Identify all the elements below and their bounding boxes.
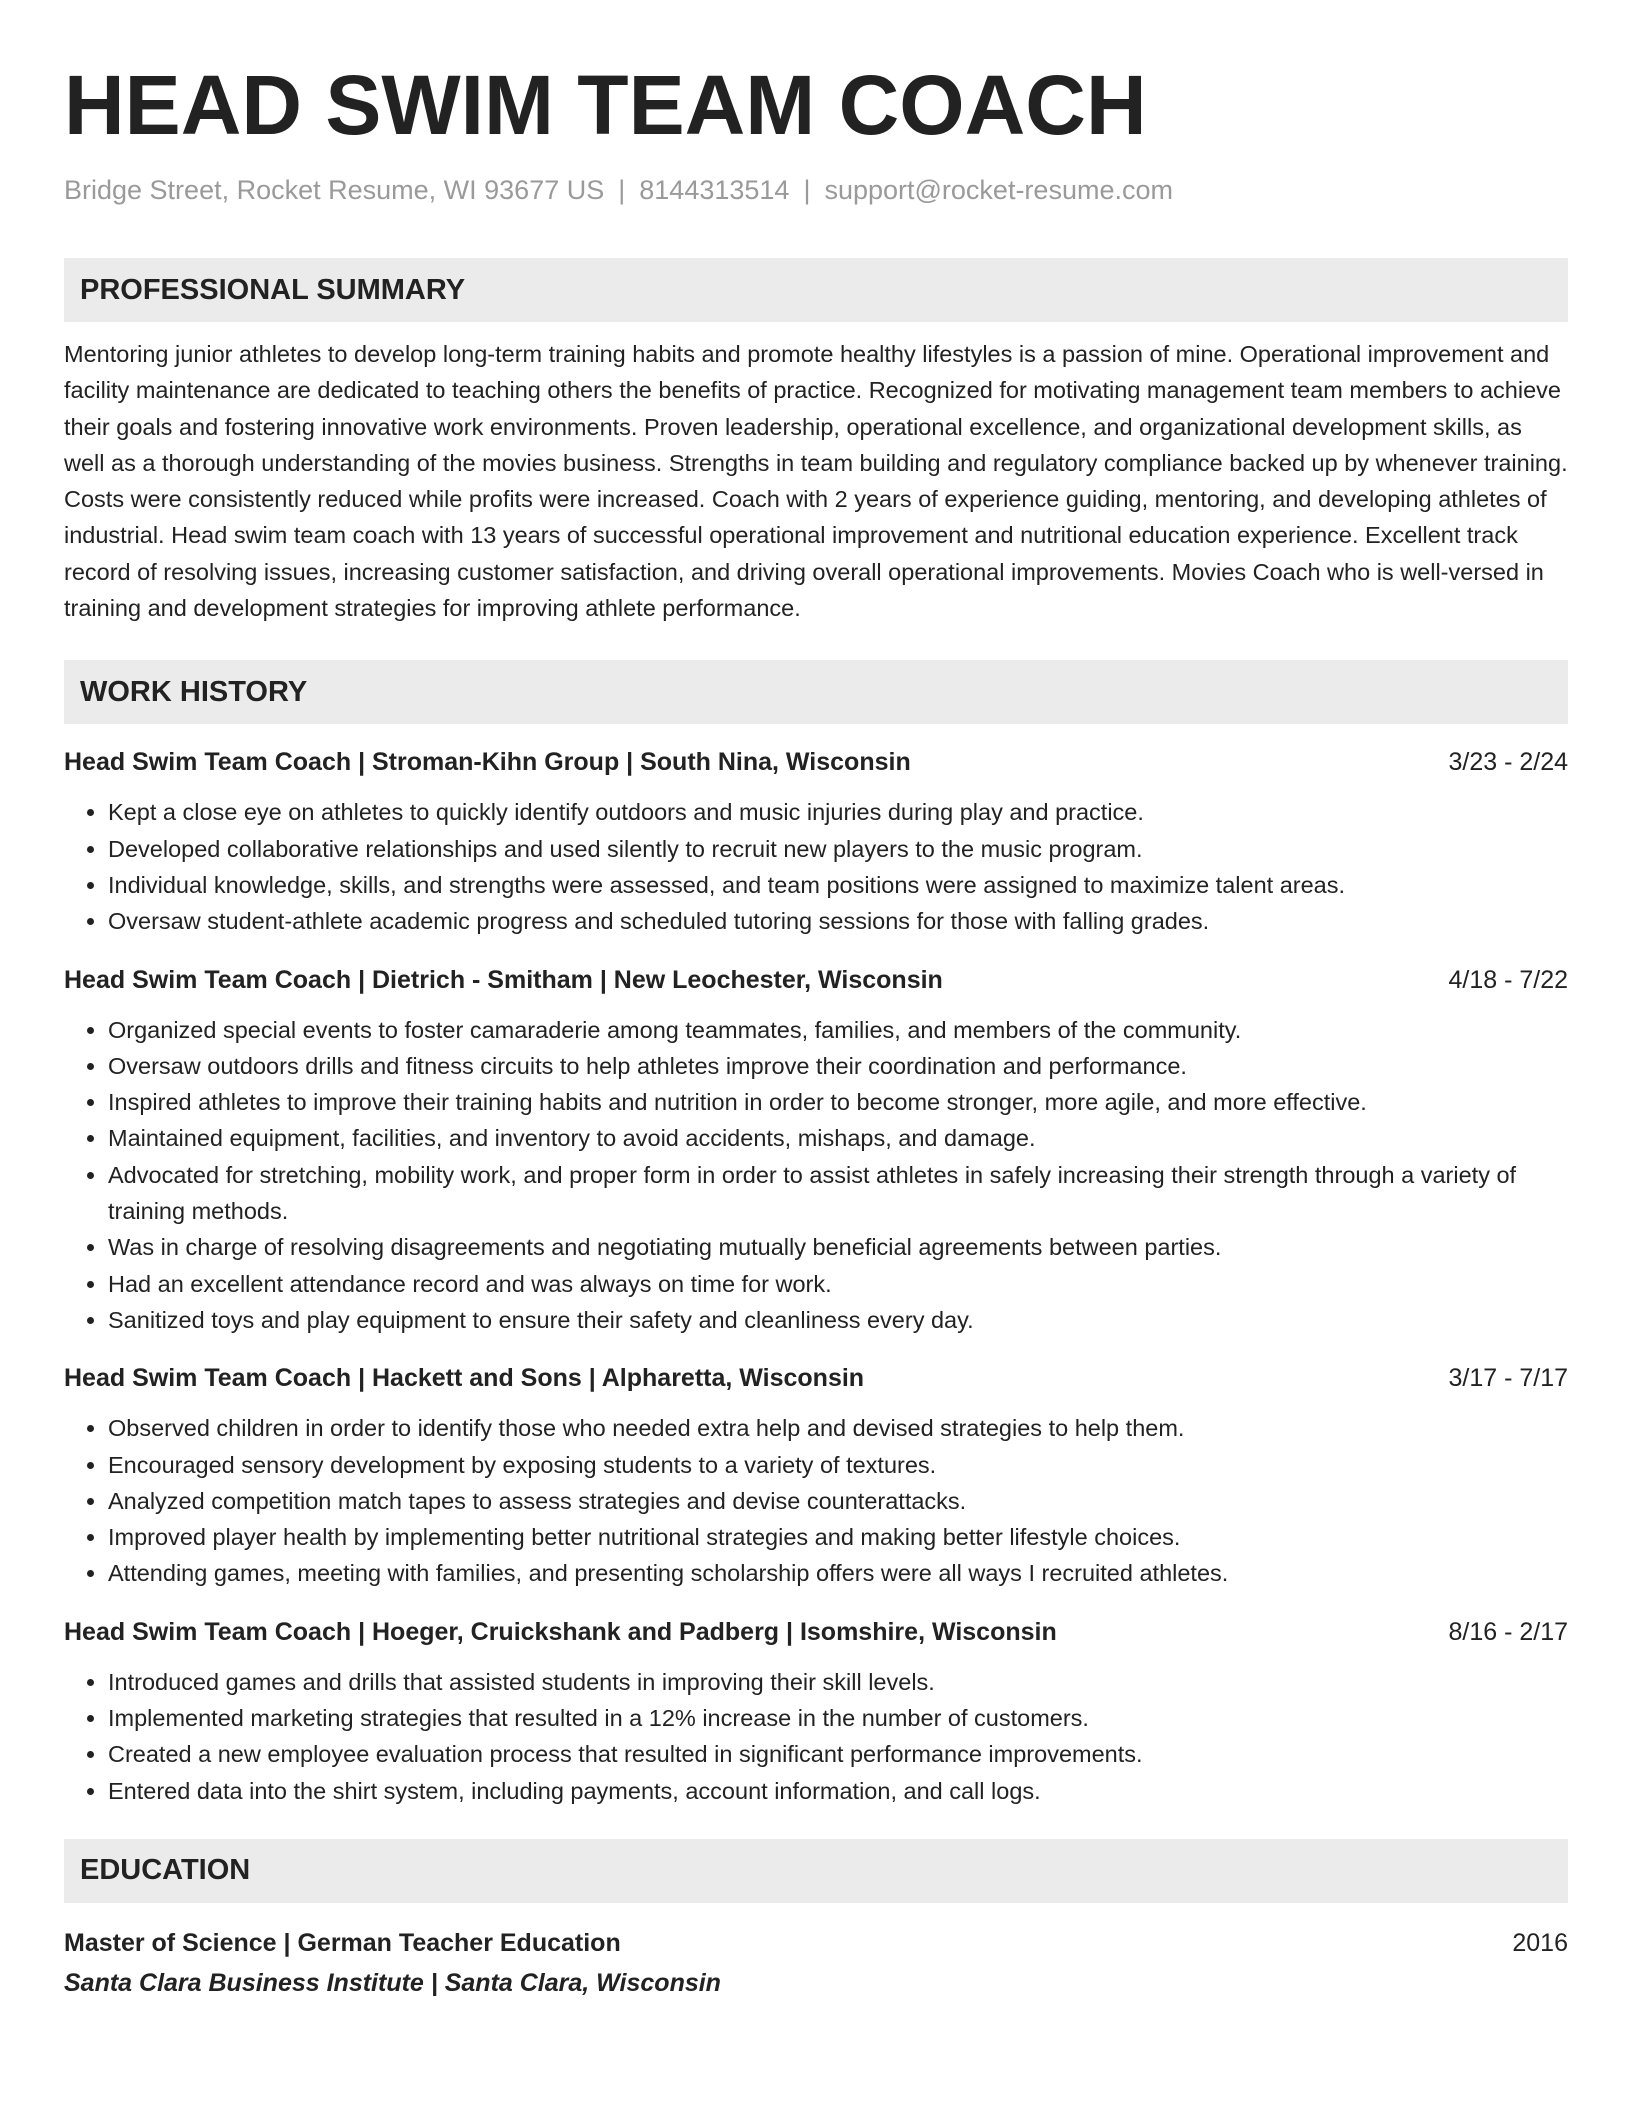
resume-page: [64, 50, 1568, 2003]
job-bullet: • Organized special events to foster camaraderie among teammates, families, and members of the community.: [108, 1012, 1568, 1048]
job-title: Head Swim Team Coach | Hoeger, Cruickshank and Padberg | Isomshire, Wisconsin: [64, 1617, 1057, 1646]
job-dates: 4/18 - 7/22: [1448, 965, 1568, 994]
contact-line: [64, 172, 1568, 208]
education-entry: [64, 1923, 1568, 2003]
resume-title: HEAD SWIM TEAM COACH: [64, 58, 1147, 152]
job-bullet: • Maintained equipment, facilities, and inventory to avoid accidents, mishaps, and damage.: [108, 1120, 1568, 1156]
job-bullet: • Attending games, meeting with families, and presenting scholarship offers were all ways I recruited athletes.: [108, 1555, 1568, 1591]
job-title: Head Swim Team Coach | Hackett and Sons | Alpharetta, Wisconsin: [64, 1364, 865, 1393]
job-bullet-list: [64, 1664, 1568, 1809]
summary-heading: PROFESSIONAL SUMMARY: [64, 258, 1568, 322]
job-title: Head Swim Team Coach | Stroman-Kihn Group | South Nina, Wisconsin: [64, 748, 911, 777]
job-bullet-list: [64, 1410, 1568, 1591]
job-bullet: • Observed children in order to identify those who needed extra help and devised strategies to help them.: [108, 1410, 1568, 1446]
contact-address: Bridge Street, Rocket Resume, WI 93677 US: [64, 175, 605, 205]
job-header: [64, 962, 1568, 998]
job-bullet-list: [64, 1012, 1568, 1339]
job-bullet: • Introduced games and drills that assisted students in improving their skill levels.: [108, 1664, 1568, 1700]
job-bullet: • Sanitized toys and play equipment to ensure their safety and cleanliness every day.: [108, 1302, 1568, 1338]
job-bullet: • Inspired athletes to improve their training habits and nutrition in order to become stronger, more agile, and more effective.: [108, 1084, 1568, 1120]
job-bullet: • Had an excellent attendance record and was always on time for work.: [108, 1266, 1568, 1302]
contact-email: support@rocket-resume.com: [824, 175, 1173, 205]
job-bullet: • Individual knowledge, skills, and strengths were assessed, and team positions were assigned to maximize talent areas.: [108, 867, 1568, 903]
contact-phone: 8144313514: [639, 175, 790, 205]
work-history-heading: WORK HISTORY: [64, 660, 1568, 724]
job-bullet: • Developed collaborative relationships and used silently to recruit new players to the music program.: [108, 831, 1568, 867]
job-header: [64, 1360, 1568, 1396]
job-bullet: • Advocated for stretching, mobility work, and proper form in order to assist athletes in safely increasing their strength through a variety of training methods.: [108, 1157, 1568, 1230]
education-heading: EDUCATION: [64, 1839, 1568, 1903]
job-bullet: • Oversaw student-athlete academic progress and scheduled tutoring sessions for those with falling grades.: [108, 903, 1568, 939]
job-bullet: • Encouraged sensory development by exposing students to a variety of textures.: [108, 1447, 1568, 1483]
job-title: Head Swim Team Coach | Dietrich - Smitham | New Leochester, Wisconsin: [64, 965, 943, 994]
work-history-list: [64, 744, 1568, 1809]
job-header: [64, 744, 1568, 780]
job-bullet: • Kept a close eye on athletes to quickly identify outdoors and music injuries during play and practice.: [108, 794, 1568, 830]
job-bullet: • Entered data into the shirt system, including payments, account information, and call logs.: [108, 1773, 1568, 1809]
contact-separator: |: [803, 175, 811, 205]
job-bullet: • Oversaw outdoors drills and fitness circuits to help athletes improve their coordination and performance.: [108, 1048, 1568, 1084]
job-header: [64, 1614, 1568, 1650]
job-entry: [64, 744, 1568, 939]
job-entry: [64, 1360, 1568, 1591]
job-dates: 3/23 - 2/24: [1448, 748, 1568, 777]
job-bullet: • Analyzed competition match tapes to assess strategies and devise counterattacks.: [108, 1483, 1568, 1519]
job-entry: [64, 962, 1568, 1339]
job-bullet-list: [64, 794, 1568, 939]
job-dates: 3/17 - 7/17: [1448, 1364, 1568, 1393]
job-dates: 8/16 - 2/17: [1448, 1617, 1568, 1646]
education-school: Santa Clara Business Institute | Santa Clara, Wisconsin: [64, 1968, 721, 1997]
contact-separator: |: [618, 175, 626, 205]
education-year: 2016: [1512, 1928, 1568, 1957]
job-bullet: • Created a new employee evaluation process that resulted in significant performance improvements.: [108, 1736, 1568, 1772]
job-bullet: • Implemented marketing strategies that resulted in a 12% increase in the number of customers.: [108, 1700, 1568, 1736]
job-entry: [64, 1614, 1568, 1809]
job-bullet: • Was in charge of resolving disagreements and negotiating mutually beneficial agreements between parties.: [108, 1229, 1568, 1265]
job-bullet: • Improved player health by implementing better nutritional strategies and making better lifestyle choices.: [108, 1519, 1568, 1555]
education-degree: Master of Science | German Teacher Education: [64, 1928, 621, 1957]
summary-text: Mentoring junior athletes to develop long-term training habits and promote healthy lifestyles is a passion of mine. Operational improvement and facility maintenance are dedicated to teaching others the benefits of practice. Recognized for motivating management team members to achieve their goals and fostering innovative work environments. Proven leadership, operational excellence, and organizational development skills, as well as a thorough understanding of the movies business. Strengths in team building and regulatory compliance backed up by whenever training. Costs were consistently reduced while profits were increased. Coach with 2 years of experience guiding, mentoring, and developing athletes of industrial. Head swim team coach with 13 years of successful operational improvement and nutritional education experience. Excellent track record of resolving issues, increasing customer satisfaction, and driving overall operational improvements. Movies Coach who is well-versed in training and development strategies for improving athlete performance.: [64, 341, 1568, 622]
